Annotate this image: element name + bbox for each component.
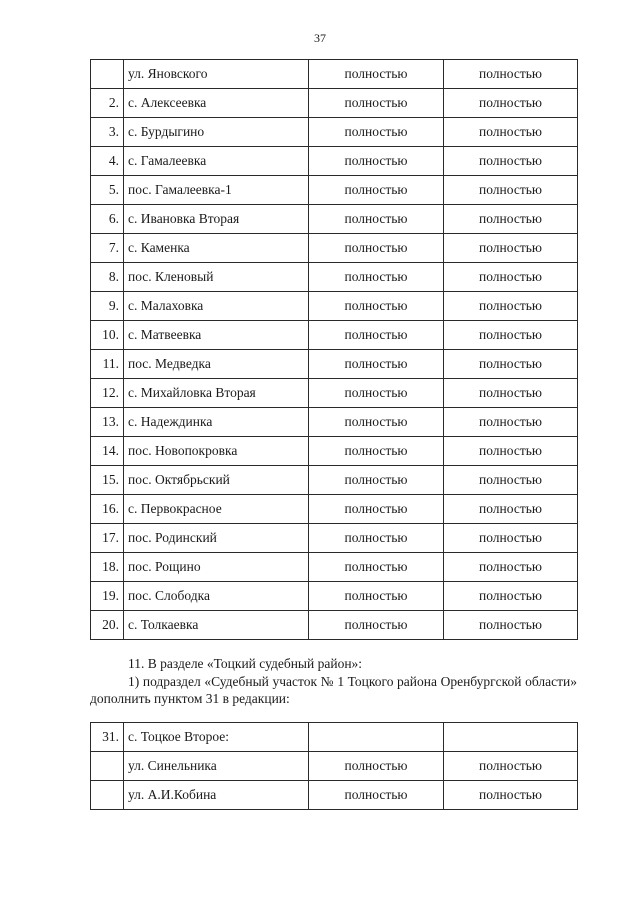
settlement-name-cell: пос. Новопокровка [124,437,309,466]
row-number-cell [91,781,124,810]
settlement-name-cell: с. Алексеевка [124,89,309,118]
coverage-cell: полностью [309,379,444,408]
coverage-cell: полностью [444,466,578,495]
row-number-cell: 12. [91,379,124,408]
row-number-cell: 17. [91,524,124,553]
addition-table [90,722,578,810]
settlement-name-cell: с. Бурдыгино [124,118,309,147]
coverage-cell: полностью [444,379,578,408]
settlement-name-cell: с. Матвеевка [124,321,309,350]
row-number-cell: 19. [91,582,124,611]
row-number-cell: 8. [91,263,124,292]
table-row [91,408,578,437]
row-number-cell: 2. [91,89,124,118]
table-row [91,524,578,553]
coverage-cell: полностью [309,582,444,611]
coverage-cell: полностью [444,437,578,466]
coverage-cell: полностью [444,292,578,321]
coverage-cell: полностью [444,408,578,437]
settlement-name-cell: с. Первокрасное [124,495,309,524]
table-row [91,611,578,640]
table-row [91,466,578,495]
page-number: 37 [314,31,326,45]
row-number-cell [91,60,124,89]
coverage-cell: полностью [309,553,444,582]
coverage-cell: полностью [309,524,444,553]
section-heading: 11. В разделе «Тоцкий судебный район»: [128,656,363,671]
settlements-table [90,59,578,640]
row-number-cell: 7. [91,234,124,263]
settlement-name-cell: пос. Рощино [124,553,309,582]
coverage-cell: полностью [444,524,578,553]
coverage-cell: полностью [309,611,444,640]
settlements-table-body [91,60,578,640]
coverage-cell: полностью [309,408,444,437]
coverage-cell [309,723,444,752]
coverage-cell: полностью [309,205,444,234]
row-number-cell: 4. [91,147,124,176]
table-row [91,495,578,524]
row-number-cell: 5. [91,176,124,205]
coverage-cell: полностью [444,118,578,147]
table-row [91,147,578,176]
row-number-cell [91,752,124,781]
table-row [91,118,578,147]
table-row [91,723,578,752]
coverage-cell: полностью [444,350,578,379]
table-row [91,781,578,810]
coverage-cell: полностью [309,752,444,781]
table-row [91,350,578,379]
coverage-cell: полностью [309,350,444,379]
table-row [91,582,578,611]
row-number-cell: 15. [91,466,124,495]
coverage-cell [444,723,578,752]
row-number-cell: 9. [91,292,124,321]
settlement-name-cell: пос. Медведка [124,350,309,379]
row-number-cell: 14. [91,437,124,466]
settlement-name-cell: с. Тоцкое Второе: [124,723,309,752]
row-number-cell: 16. [91,495,124,524]
coverage-cell: полностью [309,321,444,350]
coverage-cell: полностью [309,60,444,89]
coverage-cell: полностью [309,234,444,263]
coverage-cell: полностью [309,89,444,118]
row-number-cell: 31. [91,723,124,752]
coverage-cell: полностью [309,437,444,466]
row-number-cell: 13. [91,408,124,437]
coverage-cell: полностью [444,582,578,611]
settlement-name-cell: с. Михайловка Вторая [124,379,309,408]
table-row [91,437,578,466]
coverage-cell: полностью [309,147,444,176]
row-number-cell: 11. [91,350,124,379]
coverage-cell: полностью [444,495,578,524]
row-number-cell: 6. [91,205,124,234]
coverage-cell: полностью [309,263,444,292]
row-number-cell: 20. [91,611,124,640]
coverage-cell: полностью [309,495,444,524]
settlement-name-cell: пос. Кленовый [124,263,309,292]
settlement-name-cell: с. Надеждинка [124,408,309,437]
table-row [91,89,578,118]
settlement-name-cell: с. Каменка [124,234,309,263]
coverage-cell: полностью [309,466,444,495]
table-row [91,752,578,781]
coverage-cell: полностью [444,611,578,640]
coverage-cell: полностью [444,263,578,292]
table-row [91,553,578,582]
settlement-name-cell: с. Ивановка Вторая [124,205,309,234]
coverage-cell: полностью [444,781,578,810]
row-number-cell: 10. [91,321,124,350]
table-row [91,321,578,350]
settlement-name-cell: пос. Слободка [124,582,309,611]
settlement-name-cell: пос. Гамалеевка-1 [124,176,309,205]
table-row [91,292,578,321]
coverage-cell: полностью [444,234,578,263]
settlement-name-cell: ул. Яновского [124,60,309,89]
table-row [91,60,578,89]
coverage-cell: полностью [444,147,578,176]
coverage-cell: полностью [444,205,578,234]
table-row [91,379,578,408]
settlement-name-cell: ул. Синельника [124,752,309,781]
coverage-cell: полностью [309,176,444,205]
section-paragraph: 1) подраздел «Судебный участок № 1 Тоцкого района Оренбургской области» дополнить пунктом 31 в редакции: [90,674,577,706]
row-number-cell: 3. [91,118,124,147]
table-row [91,176,578,205]
coverage-cell: полностью [309,781,444,810]
settlement-name-cell: с. Малаховка [124,292,309,321]
settlement-name-cell: с. Толкаевка [124,611,309,640]
coverage-cell: полностью [444,321,578,350]
settlement-name-cell: пос. Родинский [124,524,309,553]
coverage-cell: полностью [444,89,578,118]
row-number-cell: 18. [91,553,124,582]
settlement-name-cell: с. Гамалеевка [124,147,309,176]
table-row [91,205,578,234]
coverage-cell: полностью [309,292,444,321]
settlement-name-cell: пос. Октябрьский [124,466,309,495]
coverage-cell: полностью [309,118,444,147]
coverage-cell: полностью [444,176,578,205]
table-row [91,234,578,263]
addition-table-body [91,723,578,810]
settlement-name-cell: ул. А.И.Кобина [124,781,309,810]
table-row [91,263,578,292]
coverage-cell: полностью [444,60,578,89]
coverage-cell: полностью [444,752,578,781]
coverage-cell: полностью [444,553,578,582]
